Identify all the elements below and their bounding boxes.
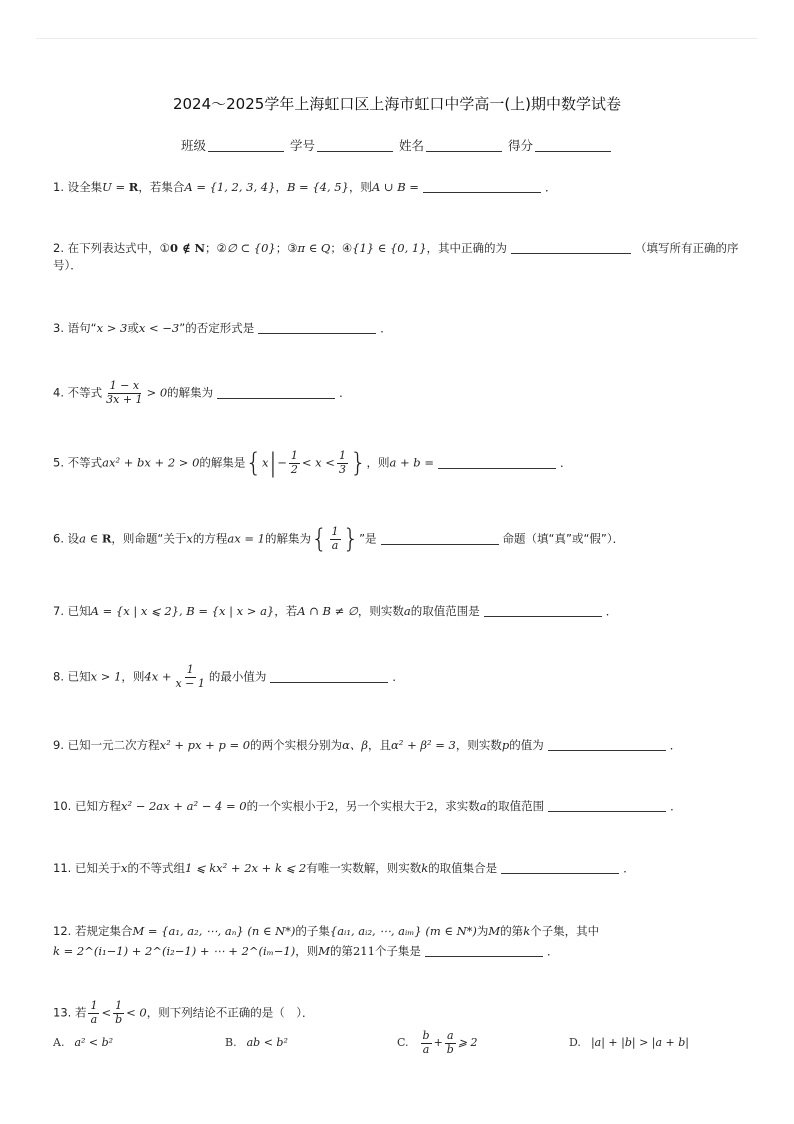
fraction: [104, 380, 144, 406]
question-text: 的解集为: [167, 385, 214, 400]
student-info-row: [0, 136, 794, 154]
fraction: [173, 664, 206, 690]
numerator: 1: [90, 999, 98, 1012]
question-number: 6.: [53, 531, 64, 546]
fraction: [330, 526, 341, 552]
question-text: 或: [127, 321, 139, 335]
question-text: ”是: [359, 531, 377, 546]
question-text: 设全集: [67, 180, 103, 194]
math: k: [523, 924, 531, 938]
fraction: [421, 1030, 432, 1056]
question-7: [53, 603, 753, 620]
question-number: 12.: [53, 924, 72, 938]
math: < 0: [126, 1005, 147, 1020]
question-6: [53, 524, 753, 555]
question-text: 不等式: [67, 385, 103, 400]
question-text: 语句“: [67, 321, 97, 335]
math: x² − 2ax + a² − 4 = 0: [120, 799, 247, 813]
math: a: [403, 604, 411, 618]
answer-blank: [270, 670, 388, 683]
question-text: ，求实数: [433, 799, 480, 813]
math: +: [433, 1036, 443, 1050]
score-blank: [535, 151, 611, 152]
question-number: 9.: [53, 738, 64, 752]
math: ⩾ 2: [457, 1036, 478, 1050]
right-brace: }: [349, 448, 367, 479]
question-5: [53, 448, 753, 479]
question-text: ，则: [121, 669, 145, 684]
math: x² + px + p = 0: [159, 738, 251, 752]
question-number: 11.: [53, 861, 72, 875]
question-text: 的解集为: [264, 531, 311, 546]
math: x > 3: [96, 321, 128, 335]
question-number: 4.: [53, 385, 64, 400]
math: 0 ∉: [169, 241, 195, 255]
question-text: ．: [380, 321, 392, 335]
question-text: ．: [339, 385, 351, 400]
question-text: 若规定集合: [74, 924, 133, 938]
question-text: ．: [546, 944, 559, 959]
class-blank: [208, 151, 284, 152]
answer-blank: [548, 799, 666, 812]
question-text: ；③: [275, 241, 298, 255]
math: {aᵢ₁, aᵢ₂, ⋯, aᵢₘ} (m ∈ N*): [329, 924, 477, 938]
numerator: 1: [331, 525, 339, 538]
math: a: [479, 799, 487, 813]
question-text: 的取值范围是: [410, 604, 480, 618]
math: x: [261, 455, 269, 470]
answer-blank: [548, 738, 666, 751]
fraction: [445, 1030, 456, 1056]
option-label: C.: [397, 1036, 409, 1050]
question-text: ，则实数: [455, 738, 502, 752]
option-expression: ab < b²: [246, 1036, 288, 1049]
math: a + b =: [389, 455, 434, 470]
math: A = {1, 2, 3, 4}: [184, 180, 276, 194]
math: 4x +: [144, 669, 172, 684]
question-text: 已知一元二次方程: [67, 738, 160, 752]
denominator: 3x + 1: [106, 392, 143, 406]
math: 2: [426, 799, 434, 813]
set-bar: |: [268, 448, 278, 479]
math: x: [120, 861, 128, 875]
question-text: （填写所有正确的序号）．: [53, 241, 739, 273]
id-blank: [317, 151, 393, 152]
question-12: [53, 921, 743, 961]
math: R: [101, 531, 112, 546]
question-text: 命题（填“真”或“假”）．: [502, 531, 625, 546]
option-a[interactable]: [53, 1036, 113, 1049]
question-number: 13.: [53, 1005, 72, 1020]
denominator: a: [331, 538, 339, 552]
math: 2: [327, 799, 335, 813]
question-text: ，: [275, 180, 287, 194]
right-brace: }: [342, 524, 360, 555]
answer-blank: [423, 180, 541, 193]
question-10: [53, 798, 753, 815]
question-text: ．: [623, 861, 635, 875]
math: R: [128, 180, 139, 194]
option-expression: a² < b²: [74, 1036, 114, 1049]
question-text: 若: [74, 1005, 87, 1020]
question-text: ，则: [348, 180, 372, 194]
math: ax² + bx + 2 > 0: [102, 455, 200, 470]
question-number: 8.: [53, 669, 64, 684]
math: {1} ∈ {0, 1}: [352, 241, 427, 255]
math: <: [101, 1005, 112, 1020]
question-text: ，则命题“关于: [111, 531, 187, 546]
left-brace: {: [245, 448, 262, 479]
question-text: 的一个实根小于: [246, 799, 328, 813]
math: α、β: [342, 738, 369, 752]
math: > 0: [146, 385, 168, 400]
answer-blank: [217, 386, 335, 399]
numerator: a: [447, 1029, 454, 1042]
question-text: ，另一个实根大于: [334, 799, 427, 813]
math: 1 ⩽ kx² + 2x + k ⩽ 2: [184, 861, 307, 875]
numerator: 1: [338, 449, 346, 462]
answer-blank: [511, 241, 631, 254]
question-text: ．: [670, 799, 682, 813]
question-text: ．: [559, 455, 572, 470]
question-text: 个子集，其中: [530, 924, 600, 938]
question-number: 3.: [53, 321, 64, 335]
option-b[interactable]: [225, 1036, 288, 1049]
question-text: 已知关于: [74, 861, 121, 875]
question-text: 的第: [329, 944, 353, 959]
header-divider: [36, 38, 758, 39]
math: x < −3: [138, 321, 180, 335]
math: M: [488, 924, 501, 938]
math: k: [421, 861, 429, 875]
answer-blank: [425, 944, 543, 957]
question-number: 10.: [53, 799, 72, 813]
question-text: ，若集合: [138, 180, 185, 194]
question-text: 为: [476, 924, 489, 938]
answer-blank: [501, 861, 619, 874]
question-text: ”的否定形式是: [179, 321, 255, 335]
question-2: [53, 240, 743, 275]
math: < x <: [301, 455, 335, 470]
question-1: [53, 179, 753, 196]
math: x > 1: [90, 669, 122, 684]
math: M: [318, 944, 330, 959]
numerator: b: [422, 1029, 430, 1042]
question-number: 5.: [53, 455, 64, 470]
math: ∅ ⊂ {0}: [226, 241, 276, 255]
numerator: 1: [186, 663, 194, 676]
math: p: [501, 738, 510, 752]
math: U: [102, 180, 112, 194]
option-c[interactable]: [397, 1030, 478, 1056]
score-label: 得分: [507, 138, 533, 153]
question-text: ．: [605, 604, 618, 618]
question-text: ，则下列结论不正确的是（ ）．: [146, 1005, 314, 1020]
question-text: 在下列表达式中，①: [67, 241, 170, 255]
option-d[interactable]: [569, 1036, 689, 1049]
question-text: ，则: [295, 944, 319, 959]
math: A = {x | x ⩽ 2}, B = {x | x > a}: [90, 604, 275, 618]
question-text: 的子集: [295, 924, 330, 938]
name-label: 姓名: [398, 138, 424, 153]
question-text: ，则: [366, 455, 390, 470]
question-text: 的解集是: [199, 455, 246, 470]
math: B = {4, 5}: [286, 180, 349, 194]
question-text: ，若: [274, 604, 298, 618]
question-text: 有唯一实数解，则实数: [306, 861, 422, 875]
math: A ∪ B =: [371, 180, 419, 194]
math: k = 2^(i₁−1) + 2^(i₂−1) + ⋯ + 2^(iₘ−1): [53, 944, 296, 959]
option-label: A.: [53, 1036, 65, 1049]
denominator: 3: [338, 462, 346, 476]
answer-blank: [381, 532, 499, 545]
option-label: D.: [569, 1036, 581, 1049]
math: N: [194, 241, 205, 255]
math: 211: [352, 944, 375, 959]
denominator: b: [446, 1042, 454, 1056]
question-number: 1.: [53, 180, 64, 194]
math: α² + β² = 3: [391, 738, 456, 752]
denominator: a: [90, 1012, 98, 1026]
denominator: 2: [290, 462, 298, 476]
answer-blank: [258, 321, 376, 334]
left-brace: {: [310, 524, 328, 555]
question-text: 的最小值为: [208, 669, 267, 684]
math: π ∈ Q: [297, 241, 331, 255]
numerator: 1 − x: [109, 379, 140, 392]
id-label: 学号: [289, 138, 315, 153]
name-blank: [426, 151, 502, 152]
question-3: [53, 320, 753, 337]
numerator: 1: [290, 449, 298, 462]
answer-blank: [484, 604, 602, 617]
question-text: 的不等式组: [127, 861, 185, 875]
question-text: 已知: [67, 669, 91, 684]
question-text: ；②: [205, 241, 227, 255]
math: x: [186, 531, 193, 546]
question-text: 的第: [500, 924, 524, 938]
math: A ∩ B ≠ ∅: [297, 604, 358, 618]
fraction: [289, 450, 300, 476]
question-text: 的两个实根分别为: [250, 738, 343, 752]
question-text: 的值为: [509, 738, 544, 752]
question-text: ，其中正确的为: [426, 241, 508, 255]
question-text: 设: [67, 531, 80, 546]
question-text: 已知方程: [74, 799, 121, 813]
question-number: 2.: [53, 241, 64, 255]
question-text: 个子集是: [374, 944, 421, 959]
math: a ∈: [79, 531, 102, 546]
exam-title: 2024～2025学年上海虹口区上海市虹口中学高一(上)期中数学试卷: [172, 95, 622, 113]
question-text: 的方程: [192, 531, 228, 546]
math: =: [111, 180, 129, 194]
question-text: ．: [544, 180, 557, 194]
question-text: 已知: [67, 604, 91, 618]
question-13: [53, 1000, 753, 1026]
fraction: [88, 1000, 99, 1026]
math: ax = 1: [227, 531, 265, 546]
fraction: [113, 1000, 124, 1026]
denominator: x − 1: [175, 676, 205, 690]
question-text: 不等式: [67, 455, 103, 470]
option-label: B.: [225, 1036, 237, 1049]
denominator: b: [115, 1012, 123, 1026]
question-11: [53, 860, 753, 877]
denominator: a: [422, 1042, 430, 1056]
question-text: ．: [392, 669, 404, 684]
question-8: [53, 664, 753, 690]
option-expression: |a| + |b| > |a + b|: [590, 1036, 690, 1049]
numerator: 1: [115, 999, 123, 1012]
math: −: [277, 455, 287, 470]
question-text: 的取值范围: [486, 799, 545, 813]
question-text: ；④: [330, 241, 353, 255]
fraction: [337, 450, 348, 476]
question-text: ，且: [368, 738, 392, 752]
question-text: ．: [669, 738, 682, 752]
answer-blank: [438, 456, 556, 469]
question-number: 7.: [53, 604, 64, 618]
question-9: [53, 737, 753, 754]
question-text: ，则实数: [357, 604, 404, 618]
math: M = {a₁, a₂, ⋯, aₙ} (n ∈ N*): [132, 924, 296, 938]
question-4: [53, 380, 753, 406]
class-label: 班级: [180, 138, 206, 153]
question-text: 的取值集合是: [428, 861, 498, 875]
